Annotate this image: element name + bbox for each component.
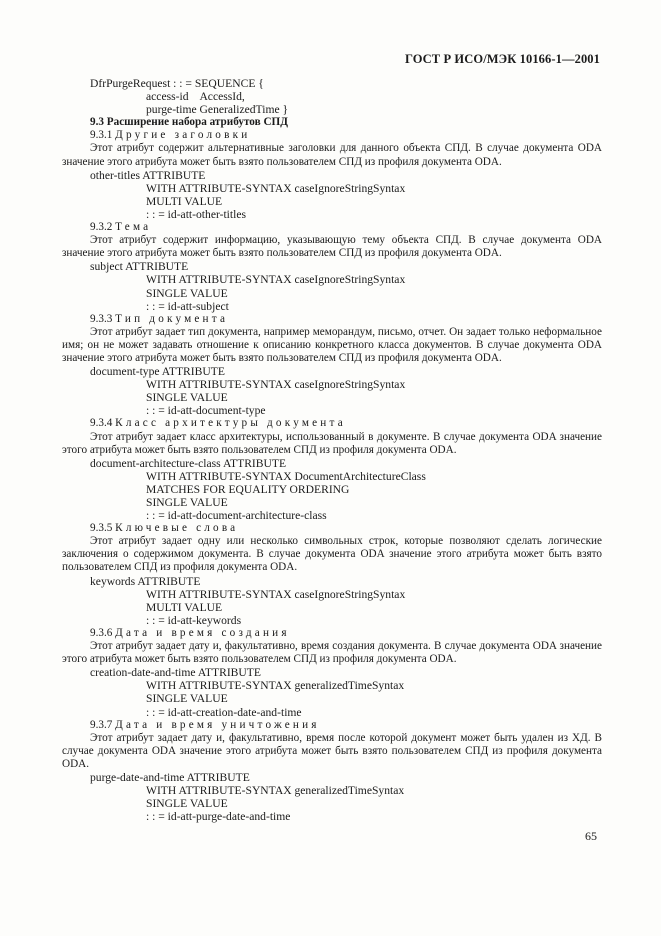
subsection-heading: 9.3.7 Дата и время уничтожения [90,718,320,731]
code-line: WITH ATTRIBUTE-SYNTAX caseIgnoreStringSyntax [146,181,406,195]
paragraph: Этот атрибут задает дату и, факультативно, время создания документа. В случае документа ODA значение этого атрибута может быть взято пользователем СПД из профиля документа ODA. [62,640,602,666]
code-line: document-type ATTRIBUTE [90,365,225,379]
code-line: : : = id-att-purge-date-and-time [146,810,291,824]
code-line: purge-date-and-time ATTRIBUTE [90,770,250,784]
code-line: WITH ATTRIBUTE-SYNTAX caseIgnoreStringSyntax [146,273,406,287]
code-line: SINGLE VALUE [146,391,228,405]
code-line: WITH ATTRIBUTE-SYNTAX generalizedTimeSyntax [146,784,405,798]
code-line: MULTI VALUE [146,194,223,208]
code-line: DfrPurgeRequest : : = SEQUENCE { [90,77,264,90]
code-line: : : = id-att-subject [146,299,229,313]
subsection-heading: 9.3.6 Дата и время создания [90,626,290,639]
code-line: SINGLE VALUE [146,692,228,706]
paragraph: Этот атрибут содержит информацию, указывающую тему объекта СПД. В случае документа ODA значение этого атрибута может быть взято пользователем СПД из профиля документа ODA. [62,234,602,260]
page-number: 65 [585,829,597,843]
code-line: creation-date-and-time ATTRIBUTE [90,666,261,680]
code-line: WITH ATTRIBUTE-SYNTAX DocumentArchitectureClass [146,469,426,483]
subsection-heading: 9.3.2 Тема [90,221,152,234]
subsection-heading: 9.3.1 Другие заголовки [90,129,251,142]
subsection-heading: 9.3.5 Ключевые слова [90,522,239,535]
code-line: : : = id-att-keywords [146,613,242,627]
paragraph: Этот атрибут задает дату и, факультативно, время после которой документ может быть удален из ХД. В случае документа ODA значение этого атрибута может быть взято пользователем СПД из профиля документа ODA. [62,731,602,770]
subsection-heading: 9.3.3 Тип документа [90,312,229,325]
code-line: purge-time GeneralizedTime } [146,103,289,117]
document-header: ГОСТ Р ИСО/МЭК 10166-1—2001 [404,52,600,66]
paragraph: Этот атрибут задает одну или несколько символьных строк, которые позволяют сделать логические заключения о содержимом документа. В случае документа ODA значение этого атрибута может быть взято пользователем СПД из профиля документа ODA. [62,535,602,574]
subsection-heading: 9.3.4 Класс архитектуры документа [90,417,346,430]
paragraph: Этот атрибут задает класс архитектуры, использованный в документе. В случае документа ODA значение этого атрибута может быть взято пользователем СПД из профиля документа ODA. [62,430,602,456]
code-line: SINGLE VALUE [146,797,228,811]
code-line: SINGLE VALUE [146,286,228,300]
code-line: : : = id-att-other-titles [146,207,246,221]
code-line: WITH ATTRIBUTE-SYNTAX caseIgnoreStringSyntax [146,378,406,392]
code-line: keywords ATTRIBUTE [90,574,201,588]
code-line: WITH ATTRIBUTE-SYNTAX generalizedTimeSyntax [146,679,405,693]
code-line: MATCHES FOR EQUALITY ORDERING [146,482,350,496]
code-line: subject ATTRIBUTE [90,260,189,274]
code-line: WITH ATTRIBUTE-SYNTAX caseIgnoreStringSyntax [146,587,406,601]
paragraph: Этот атрибут задает тип документа, например меморандум, письмо, отчет. Он задает только неформальное имя; он не может задавать отношение к описанию конкретного класса документов. В случае документа ODA значение этого атрибута может быть взято пользователем СПД из профиля документа ODA. [62,325,602,364]
code-line: other-titles ATTRIBUTE [90,168,206,182]
page-body [62,77,602,823]
code-line: access-id AccessId, [146,90,245,104]
code-line: : : = id-att-document-architecture-class [146,509,327,523]
code-line: : : = id-att-document-type [146,404,266,418]
code-line: document-architecture-class ATTRIBUTE [90,456,287,470]
section-heading: 9.3 Расширение набора атрибутов СПД [90,116,288,129]
paragraph: Этот атрибут содержит альтернативные заголовки для данного объекта СПД. В случае документа ODA значение этого атрибута может быть взято пользователем СПД из профиля документа ODA. [62,142,602,168]
code-line: SINGLE VALUE [146,496,228,509]
code-line: : : = id-att-creation-date-and-time [146,705,302,719]
code-line: MULTI VALUE [146,600,223,614]
